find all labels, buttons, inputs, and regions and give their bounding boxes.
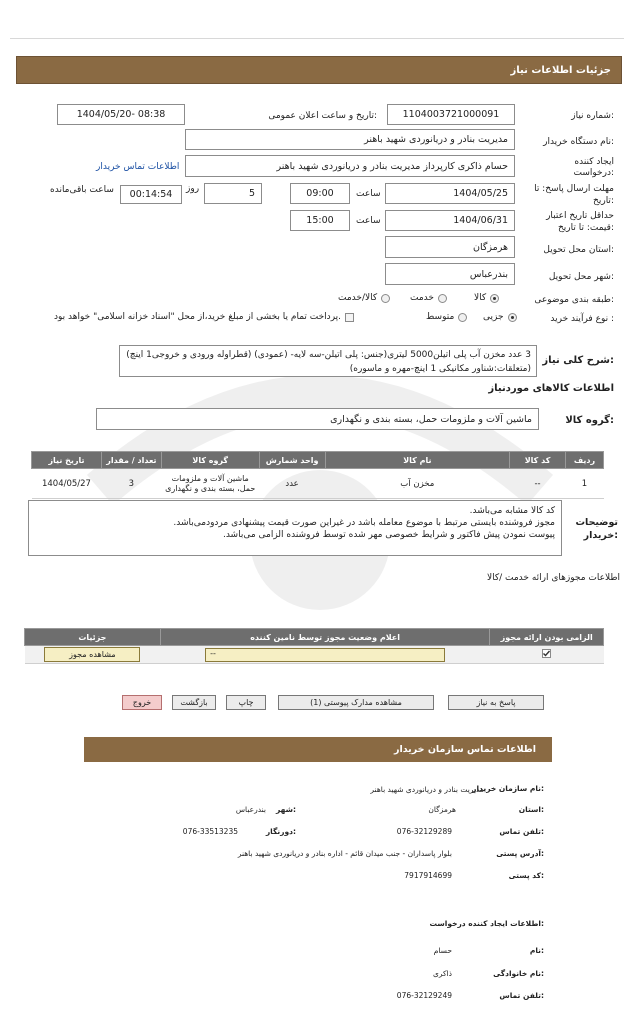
print-button[interactable]: چاپ	[226, 695, 266, 710]
creator-family-value: ذاکری	[432, 969, 452, 978]
category-radio-goods[interactable]	[490, 294, 499, 303]
announce-datetime-field: 1404/05/20- 08:38	[57, 104, 185, 125]
days-field: 5	[204, 183, 262, 204]
contact-org-label: نام سازمان خریدار:	[472, 784, 544, 793]
contact-city-label: شهر:	[276, 805, 296, 814]
contact-phone-value: 076-32129289	[396, 827, 452, 836]
cell-quantity: 3	[101, 469, 161, 499]
process-radio-minor[interactable]	[508, 313, 517, 322]
col-details: جزئیات	[25, 629, 161, 646]
price-validity-time-label: ساعت	[356, 216, 381, 226]
buyer-org-field: مدیریت بنادر و دریانوردی شهید باهنر	[185, 129, 515, 150]
col-quantity: تعداد / مقدار	[101, 452, 161, 469]
goods-group-label: گروه کالا:	[565, 415, 614, 426]
contact-title: اطلاعات تماس سازمان خریدار	[393, 744, 536, 755]
licenses-table	[24, 628, 604, 664]
process-label: نوع فرآیند خرید :	[550, 314, 614, 324]
creator-title: اطلاعات ایجاد کننده درخواست:	[429, 919, 544, 928]
treasury-option[interactable]	[54, 312, 354, 322]
delivery-city-label: شهر محل تحویل:	[548, 272, 614, 282]
cell-goods-name: مخزن آب	[325, 469, 510, 499]
goods-table	[31, 451, 604, 499]
treasury-checkbox-label: پرداخت تمام یا بخشی از مبلغ خرید،از محل "اسناد خزانه اسلامی" خواهد بود.	[54, 312, 342, 322]
cell-goods-code: --	[510, 469, 566, 499]
category-option-both[interactable]	[338, 293, 390, 303]
col-need-date: تاریخ نیاز	[32, 452, 102, 469]
col-goods-name: نام کالا	[325, 452, 510, 469]
goods-info-title: اطلاعات کالاهای موردنیاز	[488, 383, 614, 394]
requester-label-2: درخواست:	[573, 168, 614, 178]
summary-label: شرح کلی نیاز:	[542, 355, 614, 366]
remaining-time-field: 00:14:54	[120, 185, 182, 204]
buyer-contact-link[interactable]: اطلاعات تماس خریدار	[96, 162, 180, 172]
page-title: جزئیات اطلاعات نیاز	[510, 65, 611, 76]
top-divider	[10, 38, 624, 39]
requester-field: حسام ذاکری کارپرداز مدیریت بنادر و دریانوردی شهید باهنر	[185, 155, 515, 177]
creator-name-label: نام:	[529, 946, 544, 955]
contact-fax-value: 076-33513235	[182, 827, 238, 836]
price-validity-label-2: قیمت: تا تاریخ:	[557, 223, 614, 233]
category-radio-service[interactable]	[438, 294, 447, 303]
license-required-checkbox[interactable]	[542, 649, 551, 658]
creator-phone-value: 076-32129249	[396, 991, 452, 1000]
goods-group-field: ماشین آلات و ملزومات حمل، بسته بندی و نگهداری	[96, 408, 539, 430]
need-number-label: شماره نیاز:	[571, 111, 614, 121]
notes-label-1: توضیحات	[575, 517, 618, 528]
process-radio-medium[interactable]	[458, 313, 467, 322]
contact-postal-value: 7917914699	[404, 871, 452, 880]
delivery-province-label: استان محل تحویل:	[543, 245, 614, 255]
goods-table-header	[32, 452, 604, 469]
deadline-time-label: ساعت	[356, 189, 381, 199]
col-license-required: الزامی بودن ارائه مجوز	[490, 629, 604, 646]
remaining-time-label: ساعت باقی‌مانده	[50, 185, 114, 195]
table-row	[25, 646, 604, 664]
page-header	[16, 56, 622, 84]
category-option-goods[interactable]	[474, 293, 499, 303]
contact-address-value: بلوار پاسداران - جنب میدان قائم - اداره بنادر و دریانوردی شهید باهنر	[237, 849, 452, 858]
category-option-goods-label: کالا	[474, 293, 487, 303]
treasury-checkbox[interactable]	[345, 313, 354, 322]
note-line-3: پیوست نمودن پیش فاکتور و شرایط خصوصی مهر شده توسط فروشنده الزامی می‌باشد.	[222, 530, 555, 540]
contact-address-label: آدرس پستی:	[496, 849, 544, 858]
category-option-service[interactable]	[410, 293, 447, 303]
price-validity-date-field: 1404/06/31	[385, 210, 515, 231]
col-license-status: اعلام وضعیت مجوز توسط نامین کننده	[160, 629, 490, 646]
contact-org-value: مدیریت بنادر و دریانوردی شهید باهنر	[370, 785, 484, 794]
col-goods-code: کد کالا	[510, 452, 566, 469]
contact-header	[84, 737, 552, 762]
contact-province-value: هرمزگان	[428, 805, 456, 814]
creator-phone-label: تلفن تماس:	[499, 991, 544, 1000]
deadline-time-field: 09:00	[290, 183, 350, 204]
process-option-medium[interactable]	[426, 312, 467, 322]
contact-province-label: استان:	[518, 805, 544, 814]
process-option-medium-label: متوسط	[426, 312, 455, 322]
contact-postal-label: کد پستی:	[508, 871, 544, 880]
table-row	[32, 469, 604, 499]
view-license-button[interactable]: مشاهده مجوز	[44, 647, 140, 662]
view-attachments-button[interactable]: مشاهده مدارک پیوستی (1)	[278, 695, 434, 710]
contact-city-value: بندرعباس	[235, 805, 266, 814]
cell-goods-group: ماشین آلات و ملزومات حمل، بسته بندی و نگهداری	[161, 469, 259, 499]
licenses-table-header	[25, 629, 604, 646]
price-validity-label-1: حداقل تاریخ اعتبار	[546, 211, 614, 221]
contact-fax-label: دورنگار:	[265, 827, 296, 836]
col-unit: واحد شمارش	[259, 452, 325, 469]
cell-unit: عدد	[259, 469, 325, 499]
deadline-label-1: مهلت ارسال پاسخ: تا	[534, 184, 614, 194]
summary-box: 3 عدد مخزن آب پلی اتیلن5000 لیتری(جنس: پلی اتیلن-سه لایه- (عمودی) (قطراوله ورودی و خروجی1 اینچ) (متعلقات:شناور مکانیکی 1 اینچ-مهره و ماسوره)	[119, 345, 537, 377]
back-button[interactable]: بازگشت	[172, 695, 216, 710]
need-number-field: 1104003721000091	[387, 104, 515, 125]
requester-label-1: ایجاد کننده	[574, 157, 614, 167]
note-line-1: کد کالا مشابه می‌باشد.	[469, 506, 555, 516]
category-option-both-label: کالا/خدمت	[338, 293, 378, 303]
notes-label-2: خریدار:	[583, 530, 618, 541]
license-status-field: --	[205, 648, 445, 662]
announce-datetime-label: تاریخ و ساعت اعلان عمومی:	[268, 111, 377, 121]
cell-need-date: 1404/05/27	[32, 469, 102, 499]
col-goods-group: گروه کالا	[161, 452, 259, 469]
days-label: روز	[186, 184, 200, 194]
process-option-minor[interactable]	[483, 312, 517, 322]
category-option-service-label: خدمت	[410, 293, 434, 303]
deadline-date-field: 1404/05/25	[385, 183, 515, 204]
process-option-minor-label: جزیی	[483, 312, 504, 322]
category-radio-both[interactable]	[381, 294, 390, 303]
notes-box	[28, 500, 562, 556]
col-row: ردیف	[566, 452, 604, 469]
delivery-province-field: هرمزگان	[385, 236, 515, 258]
buyer-org-label: نام دستگاه خریدار:	[543, 137, 614, 147]
check-icon	[542, 649, 551, 658]
licenses-title: اطلاعات مجوزهای ارائه خدمت /کالا	[486, 573, 620, 583]
creator-family-label: نام خانوادگی:	[493, 969, 544, 978]
reply-button[interactable]: پاسخ به نیاز	[448, 695, 544, 710]
note-line-2: مجوز فروشنده بایستی مرتبط با موضوع معامله باشد در غیراین صورت قیمت پیشنهادی مردودمی‌باشد.	[173, 518, 555, 528]
category-label: طبقه بندی موضوعی:	[534, 295, 614, 305]
creator-name-value: حسام	[433, 946, 452, 955]
contact-phone-label: تلفن تماس:	[499, 827, 544, 836]
deadline-label-2: تاریخ:	[593, 196, 614, 206]
exit-button[interactable]: خروج	[122, 695, 162, 710]
cell-row-number: 1	[566, 469, 604, 499]
price-validity-time-field: 15:00	[290, 210, 350, 231]
delivery-city-field: بندرعباس	[385, 263, 515, 285]
